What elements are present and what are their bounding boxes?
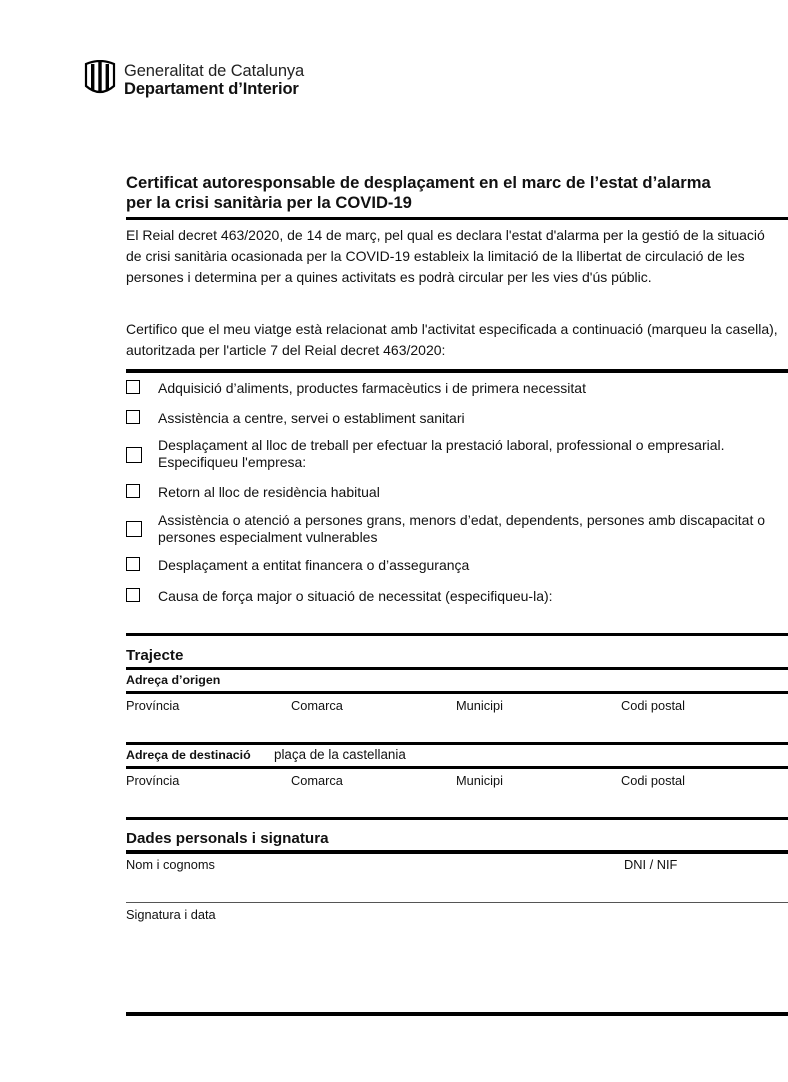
option-label: Assistència o atenció a persones grans, menors d’edat, dependents, persones amb discapacitat o persones especialment vulnerables <box>158 512 766 545</box>
intro-paragraph: El Reial decret 463/2020, de 14 de març, pel qual es declara l'estat d'alarma per la gestió de la situació de crisi sanitària ocasionada per la COVID-19 estableix la limitació de la llibertat de circulació de les persones i determina per a quines activitats es podrà circular per les vies d'ús públic. <box>126 227 765 285</box>
title-line-2: per la crisi sanitària per la COVID-19 <box>126 193 412 212</box>
option-label: Desplaçament a entitat financera o d’assegurança <box>158 557 470 573</box>
option-checkbox-care[interactable] <box>126 521 142 537</box>
department-name: Departament d’Interior <box>124 80 299 98</box>
divider <box>126 667 788 670</box>
option-label: Desplaçament al lloc de treball per efectuar la prestació laboral, professional o empresarial. Especifiqueu l'empresa: <box>158 437 725 470</box>
origin-comarca-label: Comarca <box>291 698 343 713</box>
title-line-1: Certificat autoresponsable de desplaçament en el marc de l’estat d’alarma <box>126 173 711 192</box>
option-checkbox-health[interactable] <box>126 410 140 424</box>
option-label: Assistència a centre, servei o establiment sanitari <box>158 410 465 426</box>
page-title <box>126 173 786 213</box>
origin-provincia-label: Província <box>126 698 180 713</box>
option-checkbox-force-majeure[interactable] <box>126 588 140 602</box>
destination-comarca-label: Comarca <box>291 773 343 788</box>
destination-label: Adreça de destinació <box>126 748 251 762</box>
destination-input[interactable]: plaça de la castellania <box>274 747 406 762</box>
divider <box>126 850 788 854</box>
signature-label: Signatura i data <box>126 907 216 922</box>
generalitat-logo-icon <box>84 60 116 96</box>
divider <box>126 633 788 636</box>
divider <box>126 817 788 820</box>
divider <box>126 742 788 745</box>
option-label: Adquisició d’aliments, productes farmacèutics i de primera necessitat <box>158 380 586 396</box>
origin-municipi-label: Municipi <box>456 698 503 713</box>
option-label: Causa de força major o situació de necessitat (especifiqueu-la): <box>158 588 553 604</box>
divider <box>126 766 788 769</box>
certify-paragraph: Certifico que el meu viatge està relacionat amb l'activitat especificada a continuació (marqueu la casella), autoritzada per l'article 7 del Reial decret 463/2020: <box>126 321 778 358</box>
section-title-personal: Dades personals i signatura <box>126 830 329 847</box>
section-title-trip: Trajecte <box>126 647 184 664</box>
name-label: Nom i cognoms <box>126 857 215 872</box>
name-field-line[interactable] <box>126 902 788 903</box>
destination-municipi-label: Municipi <box>456 773 503 788</box>
signature-bottom-rule <box>126 1012 788 1016</box>
origin-label: Adreça d’origen <box>126 673 221 687</box>
origin-postal-code-label: Codi postal <box>621 698 686 713</box>
divider <box>126 691 788 694</box>
option-checkbox-work[interactable] <box>126 447 142 463</box>
divider <box>126 369 788 373</box>
dni-label: DNI / NIF <box>624 857 678 872</box>
destination-postal-code-label: Codi postal <box>621 773 686 788</box>
option-checkbox-bank[interactable] <box>126 557 140 571</box>
destination-provincia-label: Província <box>126 773 180 788</box>
option-checkbox-home[interactable] <box>126 484 140 498</box>
option-checkbox-food[interactable] <box>126 380 140 394</box>
org-name: Generalitat de Catalunya <box>124 62 305 80</box>
divider <box>126 217 788 220</box>
option-label: Retorn al lloc de residència habitual <box>158 484 380 500</box>
